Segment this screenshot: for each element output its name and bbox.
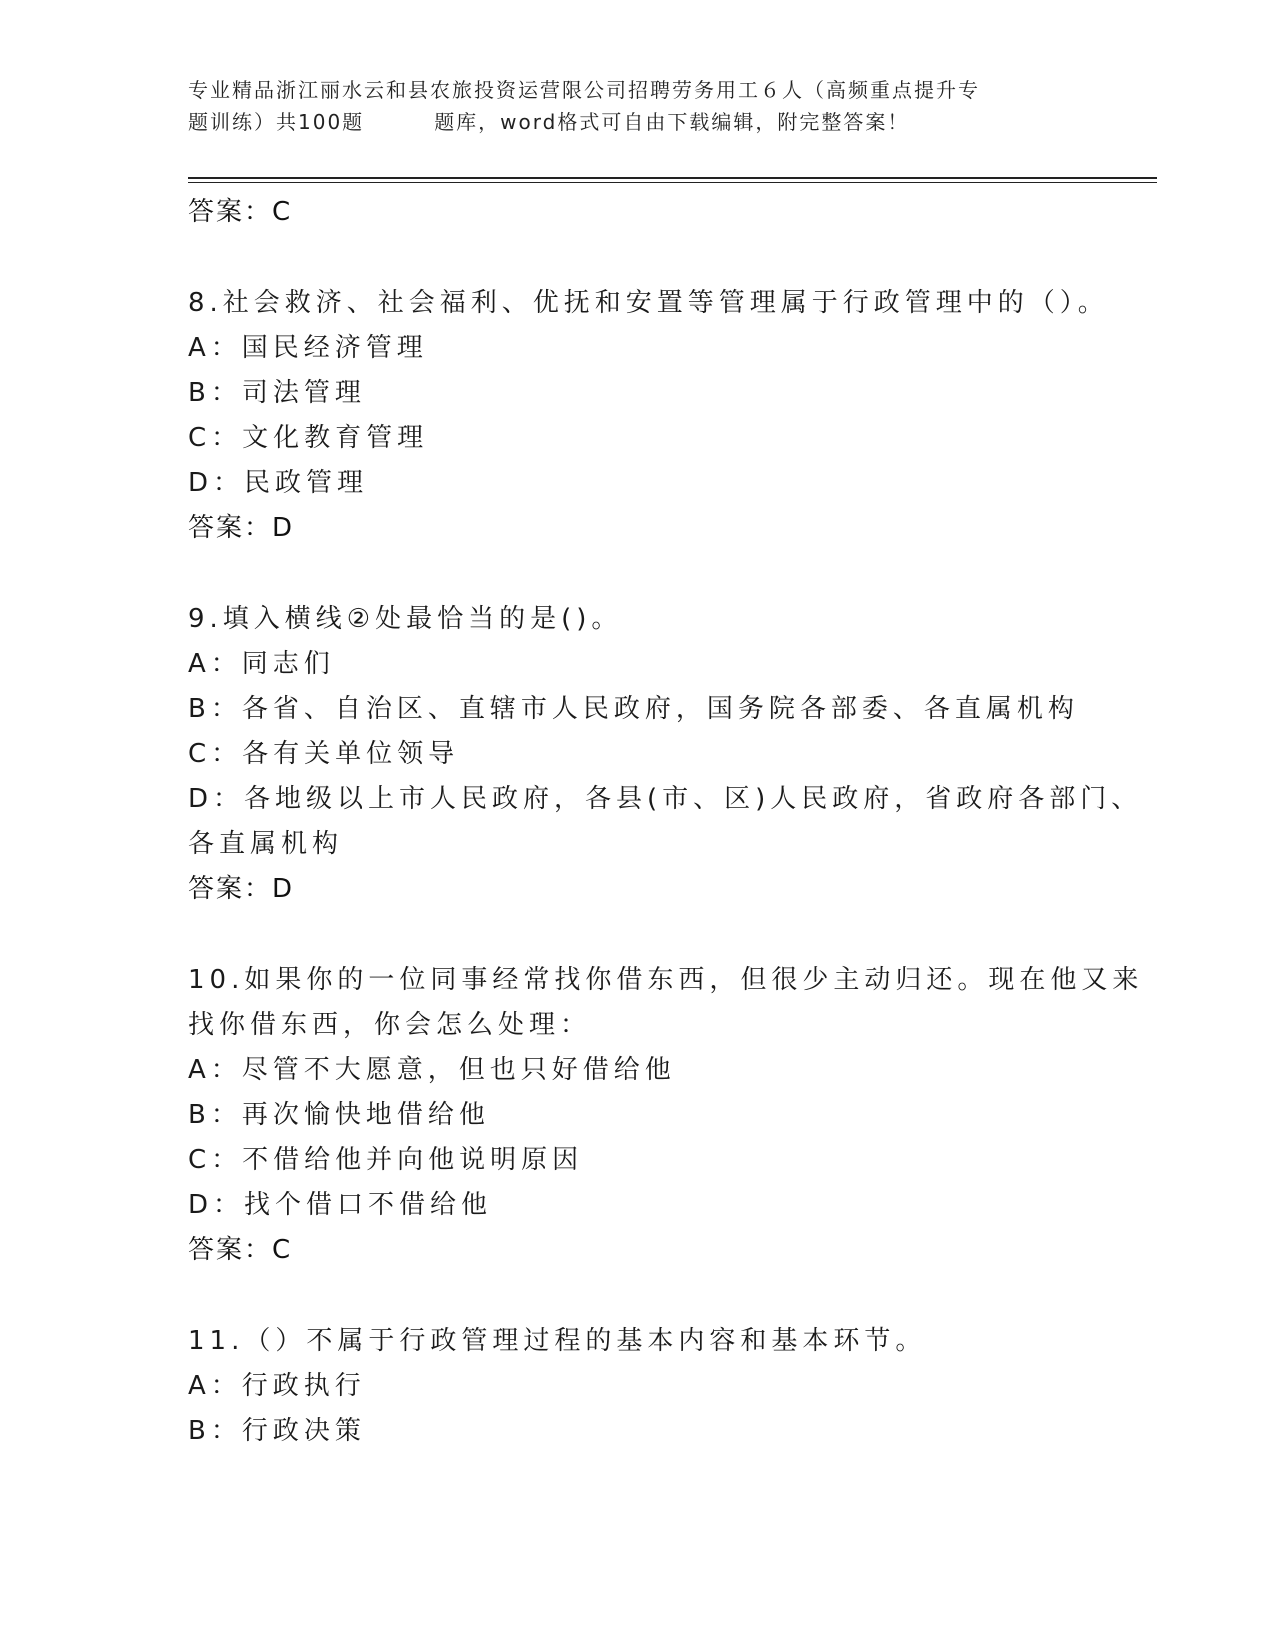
answer-prefix: 答案： — [188, 197, 273, 227]
header-divider — [188, 177, 1157, 179]
question-stem: 9.填入横线②处最恰当的是()。 — [188, 604, 623, 634]
option-a: A：尽管不大愿意，但也只好借给他 — [188, 1055, 676, 1085]
option-d: D：各地级以上市人民政府，各县(市、区)人民政府，省政府各部门、 — [188, 784, 1143, 814]
question-stem: 10.如果你的一位同事经常找你借东西，但很少主动归还。现在他又来 — [188, 965, 1144, 995]
option-a: A：行政执行 — [188, 1371, 366, 1401]
option-d-continued: 各直属机构 — [188, 829, 344, 859]
header-line-2 — [188, 106, 1088, 138]
answer-value: D — [272, 513, 295, 543]
header-line-2-right: 题库，word格式可自由下载编辑，附完整答案！ — [434, 110, 910, 134]
option-a: A：同志们 — [188, 649, 335, 679]
header-line-1: 专业精品浙江丽水云和县农旅投资运营限公司招聘劳务用工６人（高频重点提升专 — [188, 78, 980, 102]
option-c: C：不借给他并向他说明原因 — [188, 1145, 584, 1175]
answer-prefix: 答案： — [188, 1235, 273, 1265]
option-c: C：文化教育管理 — [188, 423, 429, 453]
option-b: B：各省、自治区、直辖市人民政府，国务院各部委、各直属机构 — [188, 694, 1079, 724]
answer-line — [188, 506, 1088, 551]
answer-value: C — [272, 1235, 293, 1265]
question-stem: 8.社会救济、社会福利、优抚和安置等管理属于行政管理中的（）。 — [188, 288, 1109, 318]
answer-value: D — [272, 874, 295, 904]
answer-value: C — [272, 197, 293, 227]
answer-prefix: 答案： — [188, 874, 273, 904]
header-line-2-left: 题训练）共100题 — [188, 110, 365, 134]
question-block — [188, 597, 1143, 912]
answer-prefix: 答案： — [188, 513, 273, 543]
option-c: C：各有关单位领导 — [188, 739, 460, 769]
answer-line — [188, 1228, 1088, 1273]
answer-line — [188, 867, 1088, 912]
question-block — [188, 958, 1144, 1273]
option-d: D：民政管理 — [188, 468, 369, 498]
header-divider-thin — [188, 182, 1157, 183]
page-header — [188, 74, 1088, 138]
question-content — [188, 190, 1144, 1454]
option-b: B：行政决策 — [188, 1416, 366, 1446]
option-d: D：找个借口不借给他 — [188, 1190, 493, 1220]
question-block — [188, 281, 1109, 551]
option-b: B：司法管理 — [188, 378, 366, 408]
question-stem: 11.（）不属于行政管理过程的基本内容和基本环节。 — [188, 1326, 927, 1356]
option-b: B：再次愉快地借给他 — [188, 1100, 490, 1130]
question-stem-continued: 找你借东西，你会怎么处理： — [188, 1010, 592, 1040]
answer-line — [188, 190, 1088, 235]
option-a: A：国民经济管理 — [188, 333, 428, 363]
question-block — [188, 1319, 1088, 1454]
